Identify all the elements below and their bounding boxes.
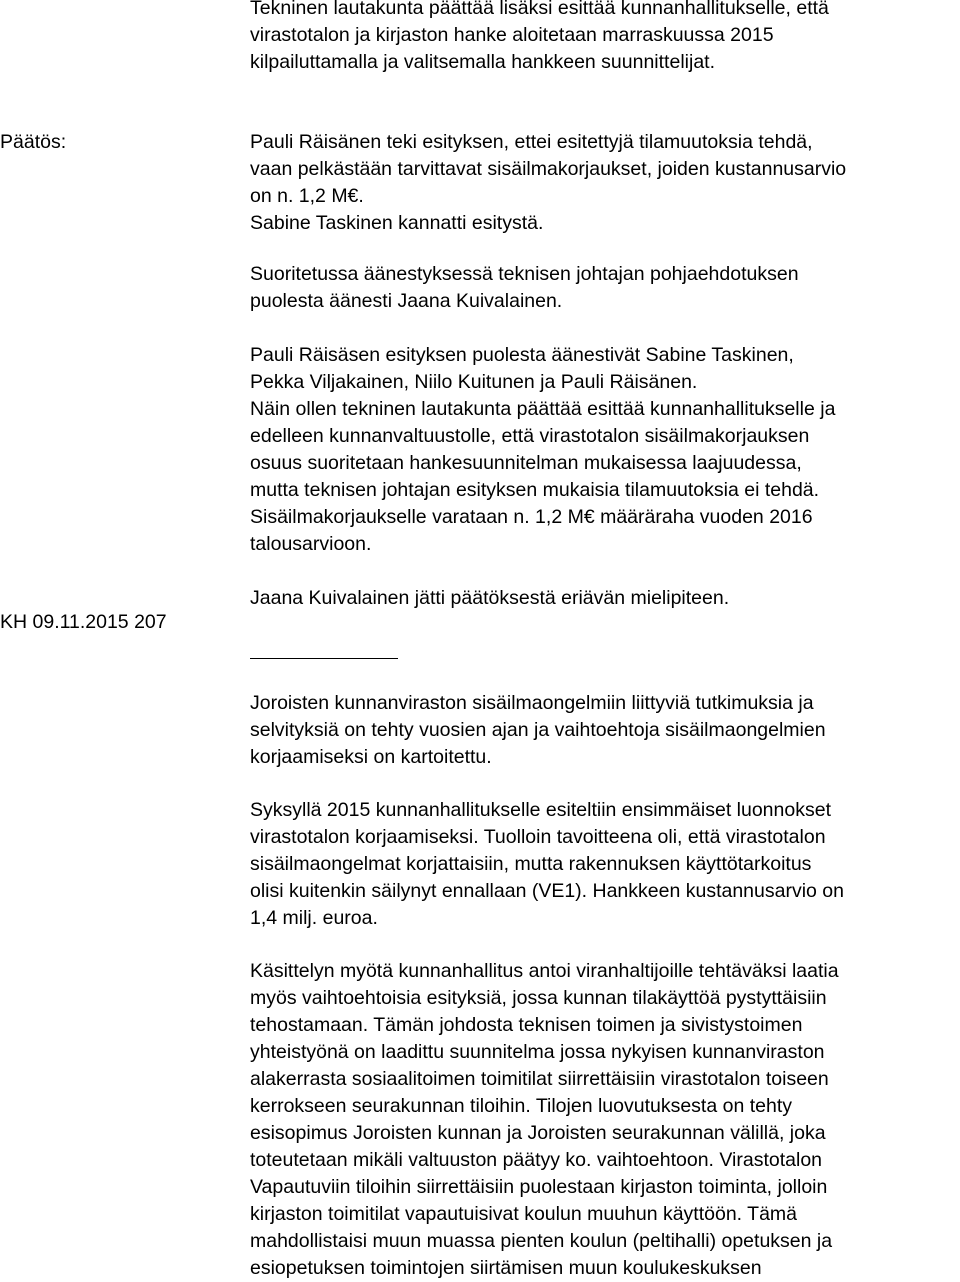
body-line: tehostamaan. Tämän johdosta teknisen toimen ja sivistystoimen	[250, 1014, 803, 1036]
proposal-line: vaan pelkästään tarvittavat sisäilmakorjaukset, joiden kustannusarvio	[250, 158, 847, 180]
intro-line: kilpailuttamalla ja valitsemalla hankkeen suunnittelijat.	[250, 51, 716, 73]
intro-line: virastotalon ja kirjaston hanke aloitetaan marraskuussa 2015	[250, 24, 774, 46]
body-line: mahdollistaisi muun muassa pienten koulun (peltihalli) opetuksen ja	[250, 1230, 833, 1252]
body-paragraph-1	[250, 690, 955, 771]
vote-base-line: puolesta äänesti Jaana Kuivalainen.	[250, 290, 563, 312]
proposal-line: Pauli Räisänen teki esityksen, ettei esitettyjä tilamuutoksia tehdä,	[250, 131, 813, 153]
body-line: 1,4 milj. euroa.	[250, 907, 378, 929]
body-line: esiopetuksen toimintojen siirtämisen muun koulukeskuksen	[250, 1257, 762, 1279]
vote-result-line: osuus suoritetaan hankesuunnitelman mukaisessa laajuudessa,	[250, 452, 802, 474]
vote-base-line: Suoritetussa äänestyksessä teknisen johtajan pohjaehdotuksen	[250, 263, 799, 285]
intro-paragraph	[250, 0, 955, 76]
separator-rule	[250, 658, 398, 659]
body-paragraph-3	[250, 958, 955, 1282]
body-line: yhteistyönä on laadittu suunnitelma jossa nykyisen kunnanviraston	[250, 1041, 825, 1063]
body-line: myös vaihtoehtoisia esityksiä, jossa kunnan tilakäyttöä pystyttäisiin	[250, 987, 827, 1009]
intro-line: Tekninen lautakunta päättää lisäksi esittää kunnanhallitukselle, että	[250, 0, 829, 19]
dissent-line: Jaana Kuivalainen jätti päätöksestä eriävän mielipiteen.	[250, 587, 730, 609]
vote-result-line: Pauli Räisäsen esityksen puolesta äänestivät Sabine Taskinen,	[250, 344, 794, 366]
vote-result-line: Näin ollen tekninen lautakunta päättää esittää kunnanhallitukselle ja	[250, 398, 836, 420]
body-line: Vapautuviin tiloihin siirrettäisiin puolestaan kirjaston toiminta, jolloin	[250, 1176, 828, 1198]
body-line: Joroisten kunnanviraston sisäilmaongelmiin liittyviä tutkimuksia ja	[250, 692, 814, 714]
decision-vote-base	[250, 261, 955, 315]
body-line: kirjaston toimitilat vapautuisivat koulun muuhun käyttöön. Tämä	[250, 1203, 798, 1225]
proposal-line: on n. 1,2 M€.	[250, 185, 364, 207]
body-line: virastotalon korjaamiseksi. Tuolloin tavoitteena oli, että virastotalon	[250, 826, 826, 848]
body-line: korjaamiseksi on kartoitettu.	[250, 746, 492, 768]
vote-result-line: edelleen kunnanvaltuustolle, että virastotalon sisäilmakorjauksen	[250, 425, 810, 447]
vote-result-line: Pekka Viljakainen, Niilo Kuitunen ja Pauli Räisänen.	[250, 371, 698, 393]
body-line: esisopimus Joroisten kunnan ja Joroisten seurakunnan välillä, joka	[250, 1122, 826, 1144]
body-line: alakerrasta sosiaalitoimen toimitilat siirrettäisiin virastotalon toiseen	[250, 1068, 829, 1090]
body-line: sisäilmaongelmat korjattaisiin, mutta rakennuksen käyttötarkoitus	[250, 853, 812, 875]
body-line: Syksyllä 2015 kunnanhallitukselle esiteltiin ensimmäiset luonnokset	[250, 799, 831, 821]
decision-label: Päätös:	[0, 131, 67, 153]
body-line: toteutetaan mikäli valtuuston päätyy ko. vaihtoehtoon. Virastotalon	[250, 1149, 823, 1171]
decision-dissent	[250, 585, 955, 612]
decision-vote-result	[250, 342, 955, 558]
vote-result-line: Sisäilmakorjaukselle varataan n. 1,2 M€ määräraha vuoden 2016	[250, 506, 813, 528]
body-line: Käsittelyn myötä kunnanhallitus antoi viranhaltijoille tehtäväksi laatia	[250, 960, 839, 982]
body-paragraph-2	[250, 797, 955, 932]
decision-proposal	[250, 129, 955, 237]
body-line: olisi kuitenkin säilynyt ennallaan (VE1). Hankkeen kustannusarvio on	[250, 880, 844, 902]
vote-result-line: mutta teknisen johtajan esityksen mukaisia tilamuutoksia ei tehdä.	[250, 479, 820, 501]
section-label: KH 09.11.2015 207	[0, 611, 167, 633]
vote-result-line: talousarvioon.	[250, 533, 372, 555]
body-line: selvityksiä on tehty vuosien ajan ja vaihtoehtoja sisäilmaongelmien	[250, 719, 826, 741]
body-line: kerrokseen seurakunnan tiloihin. Tilojen luovutuksesta on tehty	[250, 1095, 792, 1117]
proposal-line: Sabine Taskinen kannatti esitystä.	[250, 212, 544, 234]
